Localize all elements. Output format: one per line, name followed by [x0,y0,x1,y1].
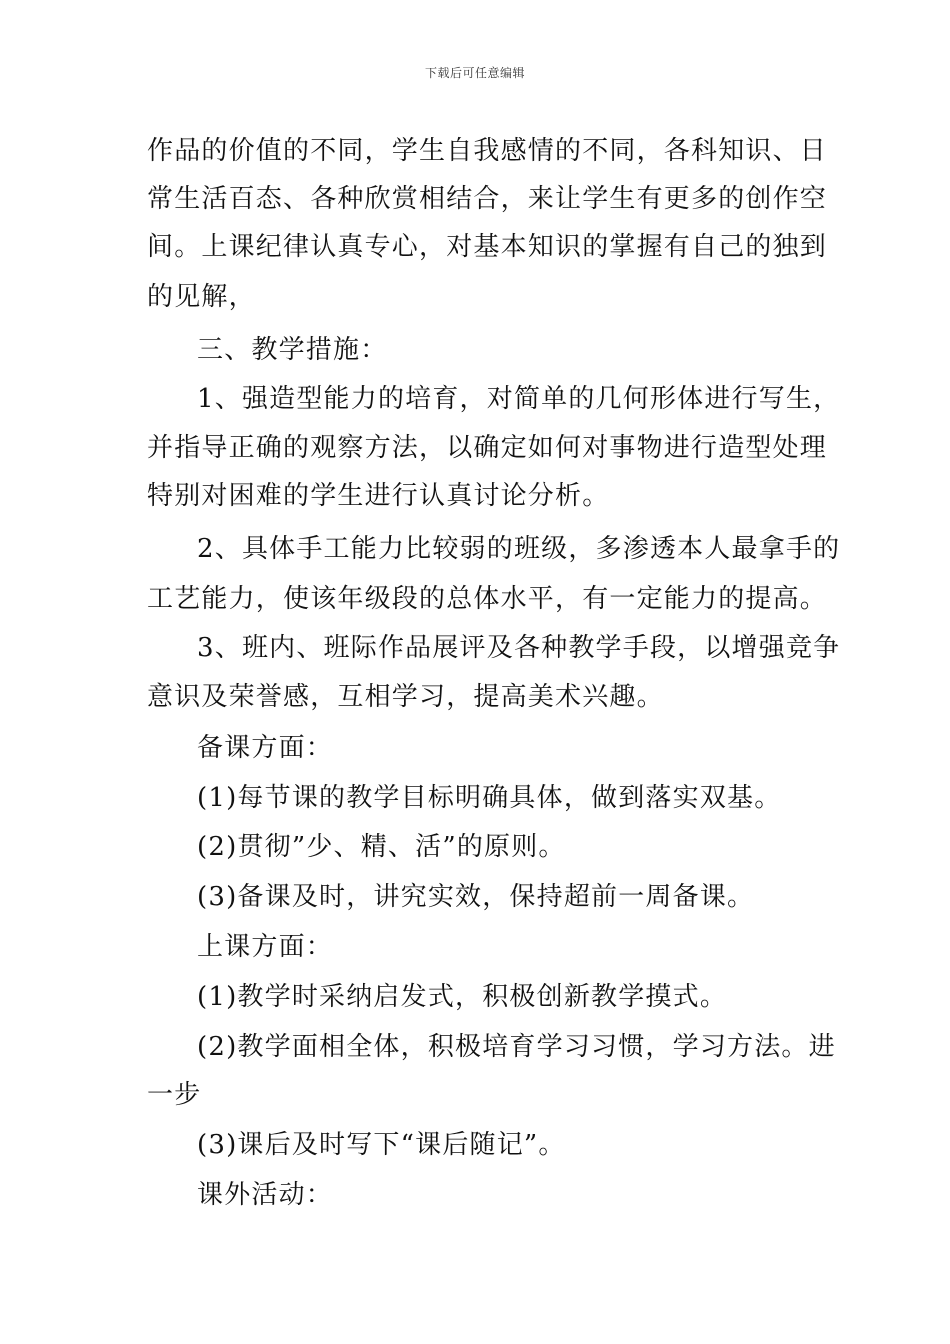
page-header-note: 下载后可任意编辑 [424,66,525,80]
paragraph-line: 并指导正确的观察方法，以确定如何对事物进行造型处理 [147,433,828,463]
paragraph-line: 3、班内、班际作品展评及各种教学手段，以增强竞争 [197,633,841,663]
paragraph-line: 1、强造型能力的培育，对简单的几何形体进行写生， [197,384,841,414]
paragraph-line: 意识及荣誉感，互相学习，提高美术兴趣。 [147,682,664,712]
list-item: (2)贯彻”少、精、活”的原则。 [197,832,566,862]
subsection-heading: 课外活动： [197,1180,334,1210]
list-item: (1)每节课的教学目标明确具体，做到落实双基。 [197,783,782,813]
list-item: (1)教学时采纳启发式，积极创新教学摸式。 [197,982,728,1012]
list-item: (3)课后及时写下“课后随记”。 [197,1130,566,1160]
subsection-heading: 备课方面： [197,733,334,763]
subsection-heading: 上课方面： [197,932,334,962]
list-item: (2)教学面相全体，积极培育学习习惯，学习方法。进 [197,1032,836,1062]
section-heading: 三、教学措施： [197,335,388,365]
paragraph-line: 的见解， [147,282,256,312]
paragraph-line: 常生活百态、各种欣赏相结合，来让学生有更多的创作空 [147,184,828,214]
paragraph-line: 特别对困难的学生进行认真讨论分析。 [147,481,610,511]
paragraph-line: 2、具体手工能力比较弱的班级，多渗透本人最拿手的 [197,534,841,564]
list-item-continuation: 一步 [147,1080,202,1110]
paragraph-line: 工艺能力，使该年级段的总体水平，有一定能力的提高。 [147,584,828,614]
paragraph-line: 间。上课纪律认真专心，对基本知识的掌握有自己的独到 [147,232,828,262]
list-item: (3)备课及时，讲究实效，保持超前一周备课。 [197,882,755,912]
paragraph-line: 作品的价值的不同，学生自我感情的不同，各科知识、日 [147,136,828,166]
